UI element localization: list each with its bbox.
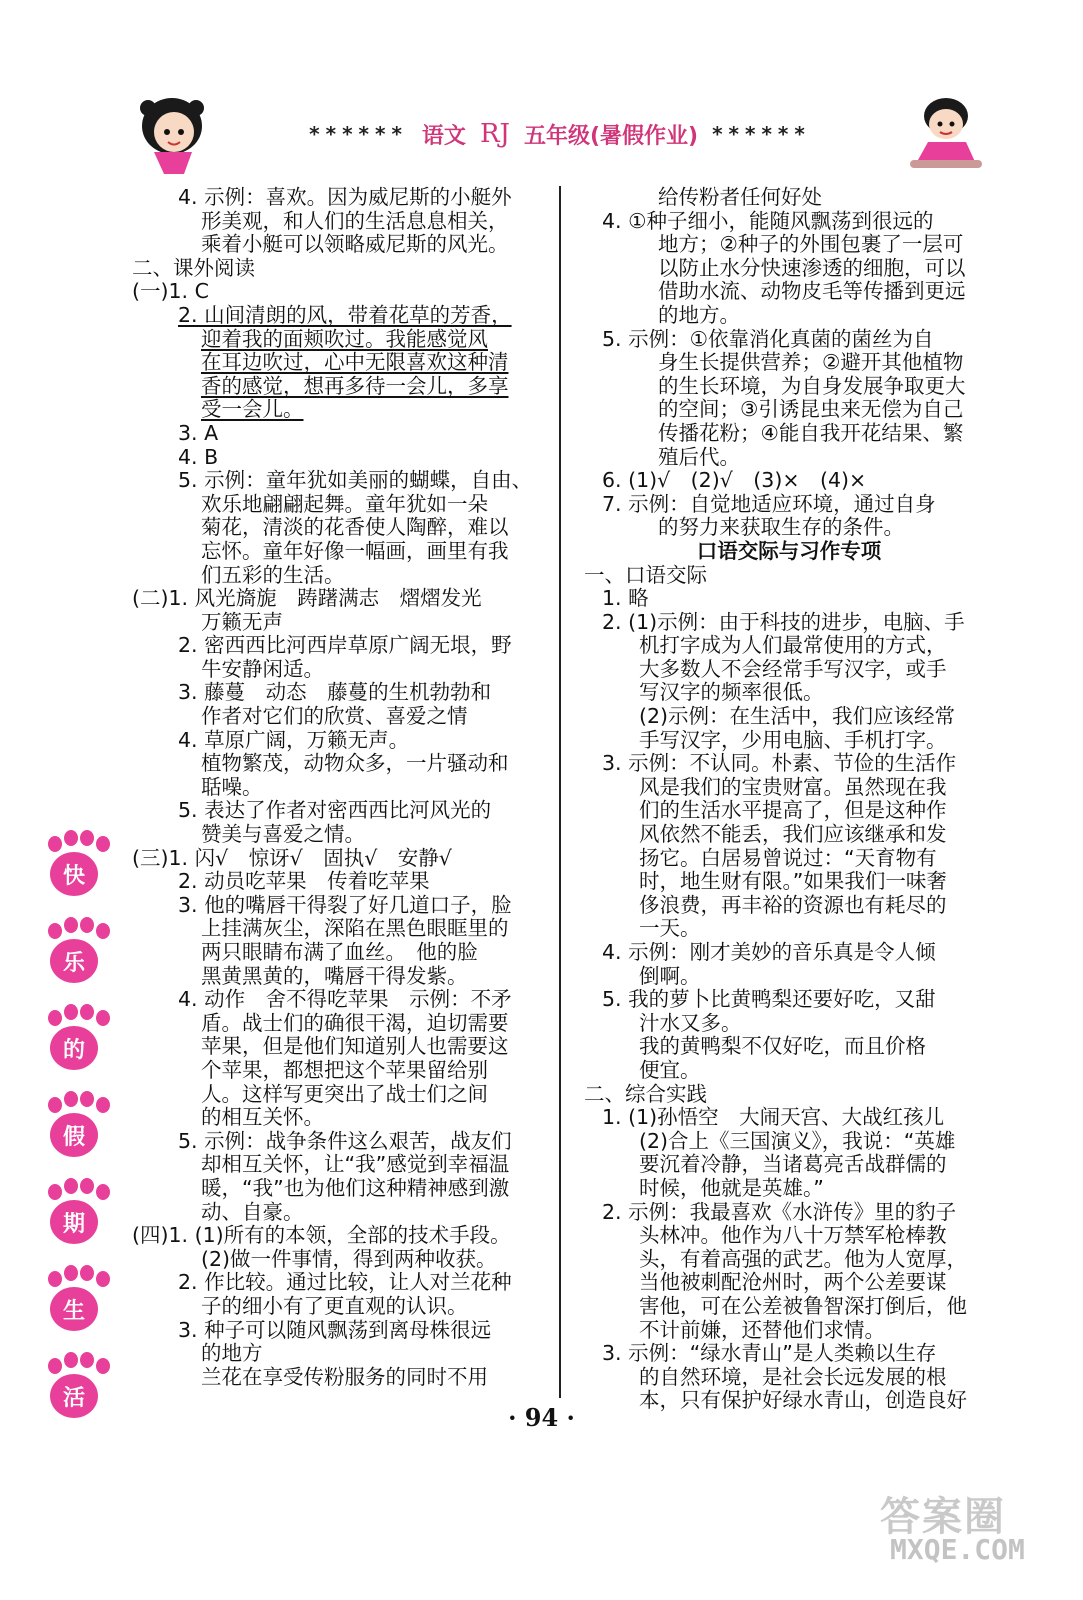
answer-line-text: (2)做一件事情，得到两种收获。: [201, 1246, 497, 1271]
answer-line: [132, 375, 548, 399]
answer-line: [584, 422, 994, 446]
paw-badge: [40, 1178, 110, 1258]
paw-toe-icon: [48, 923, 62, 939]
answer-line: [584, 375, 994, 399]
answer-line: [584, 210, 994, 234]
paw-toe-icon: [48, 1097, 62, 1113]
answer-line-text: 4. 示例：刚才美妙的音乐真是令人倾: [602, 940, 936, 964]
answer-line-text: 时，地生财有限。”如果我们一味奢: [639, 869, 947, 894]
answer-line: [132, 210, 548, 234]
answer-line-text: (一)1. C: [132, 279, 209, 304]
answer-line-text: 害他，可在公差被鲁智深打倒后，他: [639, 1293, 967, 1318]
answer-line-text: 赞美与喜爱之情。: [201, 822, 365, 847]
answer-line: [132, 988, 548, 1012]
answer-line: [584, 729, 994, 753]
answer-line: [584, 516, 994, 540]
answer-line-text: 子的细小有了更直观的认识。: [201, 1293, 468, 1318]
answer-line: [132, 799, 548, 823]
answer-line: [132, 729, 548, 753]
answer-line-text: (三)1. 闪√ 惊讶√ 固执√ 安静√: [132, 845, 452, 870]
paw-toe-icon: [80, 830, 94, 846]
answer-line: [132, 752, 548, 776]
answer-line: [584, 1201, 994, 1225]
paw-character: 生: [50, 1287, 98, 1331]
answer-line-text: 5. 我的萝卜比黄鸭梨还要好吃，又甜: [602, 987, 936, 1012]
answer-line-text: 们的生活水平提高了，但是这种作: [639, 798, 947, 823]
paw-toe-icon: [80, 1352, 94, 1368]
answer-line: [132, 611, 548, 635]
answer-line: [132, 965, 548, 989]
answer-line-text: 2. 作比较。通过比较，让人对兰花种: [178, 1270, 512, 1295]
answer-line: [132, 917, 548, 941]
answer-line-text: 却相互关怀，让“我”感觉到幸福温: [201, 1152, 510, 1177]
paw-character: 快: [50, 852, 98, 896]
answer-line: [584, 1035, 994, 1059]
answer-line: [132, 1177, 548, 1201]
answer-line-text: 1. 略: [602, 586, 649, 611]
left-answer-column: [132, 186, 548, 1389]
answer-line-text: 的地方: [201, 1341, 263, 1366]
answer-line: [584, 1130, 994, 1154]
paw-toe-icon: [96, 836, 110, 852]
answer-line-text: 万籁无声: [201, 609, 283, 634]
answer-line: [584, 469, 994, 493]
answer-line: [584, 328, 994, 352]
answer-line: [132, 776, 548, 800]
answer-line: [584, 280, 994, 304]
answer-line-text: 汁水又多。: [639, 1010, 742, 1035]
paw-character: 假: [50, 1113, 98, 1157]
answer-line: [584, 941, 994, 965]
answer-line: [132, 941, 548, 965]
answer-line: [132, 870, 548, 894]
paw-toe-icon: [64, 1178, 78, 1194]
answer-line: [132, 1059, 548, 1083]
answer-line-text: 机打字成为人们最常使用的方式，: [639, 633, 947, 658]
answer-line-text: 迎着我的面颊吹过。我能感觉风: [201, 326, 488, 351]
answer-line-text: 作者对它们的欣赏、喜爱之情: [201, 704, 468, 729]
answer-line: [584, 1012, 994, 1036]
answer-line-text: 聒噪。: [201, 774, 263, 799]
answer-line-text: 2. 山间清朗的风，带着花草的芳香，: [178, 302, 512, 327]
paw-toe-icon: [80, 1265, 94, 1281]
answer-line-text: 3. 藤蔓 动态 藤蔓的生机勃勃和: [178, 680, 492, 705]
answer-line-text: 2. 示例：我最喜欢《水浒传》里的豹子: [602, 1199, 957, 1224]
answer-line: [584, 681, 994, 705]
answer-line: [132, 351, 548, 375]
paw-toe-icon: [80, 1178, 94, 1194]
paw-badge: [40, 1004, 110, 1084]
answer-line-text: 牛安静闲适。: [201, 656, 324, 681]
answer-line-text: 1. (1)孙悟空 大闹天宫、大战红孩儿: [602, 1105, 945, 1130]
answer-line-text: 的相互关怀。: [201, 1105, 324, 1130]
answer-line: [132, 1012, 548, 1036]
paw-badge: [40, 917, 110, 997]
answer-line-text: 写汉字的频率很低。: [639, 680, 824, 705]
answer-line: [132, 587, 548, 611]
paw-character: 的: [50, 1026, 98, 1070]
answer-line: [584, 1271, 994, 1295]
answer-line-text: 的地方。: [658, 302, 740, 327]
answer-line-text: 5. 表达了作者对密西西比河风光的: [178, 798, 492, 823]
answer-line-text: 6. (1)√ (2)√ (3)× (4)×: [602, 468, 867, 493]
answer-line-text: 殖后代。: [658, 444, 740, 469]
answer-line: [584, 446, 994, 470]
answer-line-text: 乘着小艇可以领略威尼斯的风光。: [201, 232, 509, 257]
girl-cartoon-icon: [130, 90, 220, 180]
paw-toe-icon: [48, 836, 62, 852]
answer-line: [132, 681, 548, 705]
answer-line: [132, 446, 548, 470]
answer-line: [132, 564, 548, 588]
paw-toe-icon: [48, 1271, 62, 1287]
answer-line: [584, 540, 994, 564]
answer-line-text: 3. 种子可以随风飘荡到离母株很远: [178, 1317, 492, 1342]
answer-line: [132, 823, 548, 847]
paw-toe-icon: [48, 1358, 62, 1374]
paw-toe-icon: [64, 1352, 78, 1368]
answer-line: [584, 186, 994, 210]
answer-line: [584, 1295, 994, 1319]
answer-line: [132, 1271, 548, 1295]
answer-line-text: 两只眼睛布满了血丝。 他的脸: [201, 940, 478, 964]
answer-line-text: 身生长提供营养；②避开其他植物: [658, 350, 964, 375]
paw-toe-icon: [80, 1091, 94, 1107]
answer-line-text: 手写汉字，少用电脑、手机打字。: [639, 727, 947, 752]
header-subject: 语文: [421, 123, 466, 149]
answer-line: [584, 1319, 994, 1343]
paw-toe-icon: [48, 1010, 62, 1026]
answer-line-text: 倒啊。: [639, 963, 701, 988]
answer-line: [132, 422, 548, 446]
answer-line-text: 忘怀。童年好像一幅画，画里有我: [201, 538, 509, 563]
answer-line-text: 传播花粉；④能自我开花结果、繁: [658, 420, 964, 445]
paw-character: 期: [50, 1200, 98, 1244]
answer-line: [584, 351, 994, 375]
answer-line-text: 人。这样写更突出了战士们之间: [201, 1081, 488, 1106]
answer-line-text: 不计前嫌，还替他们求情。: [639, 1317, 885, 1342]
answer-line: [584, 870, 994, 894]
answer-line: [584, 1224, 994, 1248]
answer-line-text: 4. B: [178, 444, 219, 469]
answer-line: [584, 1153, 994, 1177]
answer-line-text: 头，有着高强的武艺。他为人宽厚，: [639, 1246, 967, 1271]
answer-line: [132, 257, 548, 281]
answer-line-text: 二、综合实践: [584, 1081, 707, 1106]
answer-line: [132, 1342, 548, 1366]
answer-line-text: 的生长环境，为自身发展争取更大: [658, 373, 966, 398]
answer-line: [584, 705, 994, 729]
paw-toe-icon: [96, 1358, 110, 1374]
watermark-chars: 答案圈: [880, 1494, 1006, 1540]
answer-line: [584, 1059, 994, 1083]
paw-toe-icon: [96, 923, 110, 939]
answer-line: [584, 398, 994, 422]
header-edition: RJ: [479, 119, 510, 149]
answer-line-text: 个苹果，都想把这个苹果留给别: [201, 1057, 488, 1082]
answer-line: [132, 1035, 548, 1059]
answer-line-text: 二、课外阅读: [132, 255, 255, 280]
answer-line: [584, 965, 994, 989]
answer-line-text: 地方；②种子的外围包裹了一层可: [658, 232, 964, 257]
answer-line-text: 借助水流、动物皮毛等传播到更远: [658, 279, 966, 304]
answer-line: [584, 823, 994, 847]
answer-line-text: 形美观，和人们的生活息息相关，: [201, 208, 509, 233]
answer-line-text: 口语交际与习作专项: [696, 538, 882, 563]
header-stars-left: ******: [309, 122, 408, 146]
answer-line-text: 7. 示例：自觉地适应环境，通过自身: [602, 491, 936, 516]
answer-line: [584, 1342, 994, 1366]
answer-line-text: 5. 示例：战争条件这么艰苦，战友们: [178, 1128, 512, 1153]
paw-toe-icon: [64, 1004, 78, 1020]
paw-toe-icon: [64, 1265, 78, 1281]
answer-line: [132, 493, 548, 517]
right-answer-column: [584, 186, 994, 1413]
answer-line: [584, 564, 994, 588]
answer-line: [132, 1106, 548, 1130]
answer-line: [584, 752, 994, 776]
watermark-text: MXQE.COM: [890, 1533, 1025, 1566]
answer-line: [132, 1248, 548, 1272]
paw-character: 活: [50, 1374, 98, 1418]
answer-line-text: 4. 动作 舍不得吃苹果 示例：不矛: [178, 987, 512, 1012]
answer-line-text: 2. (1)示例：由于科技的进步，电脑、手: [602, 609, 965, 634]
answer-line-text: (2)合上《三国演义》，我说：“英雄: [639, 1128, 956, 1153]
answer-line: [584, 799, 994, 823]
answer-line-text: 时候，他就是英雄。”: [639, 1175, 824, 1200]
answer-line: [584, 1083, 994, 1107]
answer-line: [132, 1201, 548, 1225]
answer-line-text: 动、自豪。: [201, 1199, 304, 1224]
answer-line-text: 以防止水分快速渗透的细胞，可以: [658, 255, 966, 280]
answer-line: [132, 847, 548, 871]
answer-line-text: 4. 草原广阔，万籁无声。: [178, 727, 410, 752]
paw-toe-icon: [80, 1004, 94, 1020]
header-stars-right: ******: [712, 122, 811, 146]
answer-line: [132, 186, 548, 210]
answer-line: [584, 776, 994, 800]
answer-line-text: 盾。战士们的确很干渴，迫切需要: [201, 1010, 509, 1035]
answer-line-text: 植物繁茂，动物众多，一片骚动和: [201, 751, 509, 776]
answer-line-text: 的空间；③引诱昆虫来无偿为自己: [658, 397, 964, 422]
header-grade: 五年级(暑假作业): [523, 123, 699, 149]
answer-line-text: 4. ①种子细小，能随风飘荡到很远的: [602, 208, 934, 233]
answer-line: [584, 233, 994, 257]
answer-line-text: 欢乐地翩翩起舞。童年犹如一朵: [201, 491, 488, 516]
answer-line-text: 当他被刺配沧州时，两个公差要谋: [639, 1270, 947, 1295]
answer-line: [132, 233, 548, 257]
answer-line: [132, 894, 548, 918]
paw-toe-icon: [64, 917, 78, 933]
answer-line-text: 一、口语交际: [584, 562, 707, 587]
answer-line: [132, 1083, 548, 1107]
answer-line: [132, 540, 548, 564]
answer-line: [132, 398, 548, 422]
answer-line: [584, 1248, 994, 1272]
answer-line: [584, 634, 994, 658]
answer-line-text: 香的感觉，想再多待一会儿，多享: [201, 373, 509, 398]
answer-line-text: 给传粉者任何好处: [658, 185, 822, 209]
answer-line: [132, 516, 548, 540]
answer-line-text: 本，只有保护好绿水青山，创造良好: [639, 1388, 967, 1413]
column-divider: [559, 186, 561, 1398]
answer-line-text: 菊花，清淡的花香使人陶醉，难以: [201, 515, 509, 540]
answer-line-text: 头林冲。他作为八十万禁军枪棒教: [639, 1223, 947, 1248]
paw-toe-icon: [64, 830, 78, 846]
page-header: [120, 90, 980, 185]
answer-line-text: 受一会儿。: [201, 397, 304, 422]
answer-line-text: 便宜。: [639, 1057, 701, 1082]
paw-toe-icon: [80, 917, 94, 933]
answer-line: [132, 1130, 548, 1154]
answer-line-text: 的努力来获取生存的条件。: [658, 515, 904, 540]
paw-toe-icon: [48, 1184, 62, 1200]
answer-line-text: 3. 示例：不认同。朴素、节俭的生活作: [602, 751, 957, 776]
answer-line-text: 一天。: [639, 916, 701, 941]
boy-cartoon-icon: [900, 90, 990, 180]
answer-line-text: 5. 示例：①依靠消化真菌的菌丝为自: [602, 326, 934, 351]
answer-line-text: 兰花在享受传粉服务的同时不用: [201, 1364, 488, 1389]
watermark: [880, 1485, 1070, 1585]
page-number: · 94 ·: [508, 1403, 575, 1432]
answer-line-text: 在耳边吹过，心中无限喜欢这种清: [201, 350, 509, 375]
answer-line: [584, 894, 994, 918]
answer-line: [132, 328, 548, 352]
answer-line-text: 苹果，但是他们知道别人也需要这: [201, 1034, 509, 1059]
answer-line: [584, 1366, 994, 1390]
paw-badge: [40, 830, 110, 910]
answer-line: [132, 304, 548, 328]
answer-line: [132, 469, 548, 493]
answer-line: [584, 1177, 994, 1201]
answer-line: [132, 705, 548, 729]
answer-line: [132, 658, 548, 682]
answer-line-text: 风依然不能丢，我们应该继承和发: [639, 822, 947, 847]
paw-toe-icon: [96, 1097, 110, 1113]
answer-line: [132, 634, 548, 658]
answer-line-text: 的自然环境，是社会长远发展的根: [639, 1364, 947, 1389]
answer-line-text: 2. 动员吃苹果 传着吃苹果: [178, 869, 430, 894]
answer-line-text: 大多数人不会经常手写汉字，或手: [639, 656, 947, 681]
side-banner: [40, 830, 120, 1439]
paw-toe-icon: [96, 1271, 110, 1287]
answer-line: [584, 493, 994, 517]
paw-toe-icon: [96, 1010, 110, 1026]
answer-line: [584, 611, 994, 635]
answer-line: [132, 1224, 548, 1248]
answer-line: [584, 257, 994, 281]
answer-line: [132, 280, 548, 304]
paw-character: 乐: [50, 939, 98, 983]
answer-line-text: 要沉着冷静，当诸葛亮舌战群儒的: [639, 1152, 947, 1177]
answer-line: [584, 304, 994, 328]
paw-badge: [40, 1091, 110, 1171]
answer-line-text: 4. 示例：喜欢。因为威尼斯的小艇外: [178, 185, 512, 209]
answer-line-text: (四)1. (1)所有的本领，全部的技术手段。: [132, 1223, 511, 1248]
answer-line-text: (二)1. 风光旖旎 踌躇满志 熠熠发光: [132, 586, 482, 611]
answer-line-text: 侈浪费，再丰裕的资源也有耗尽的: [639, 892, 947, 917]
answer-line-text: 风是我们的宝贵财富。虽然现在我: [639, 774, 947, 799]
answer-line: [132, 1366, 548, 1390]
answer-line-text: 3. 示例：“绿水青山”是人类赖以生存: [602, 1341, 937, 1366]
paw-toe-icon: [96, 1184, 110, 1200]
answer-line: [584, 988, 994, 1012]
answer-line-text: 扬它。白居易曾说过：“天育物有: [639, 845, 937, 870]
answer-line: [584, 587, 994, 611]
answer-line: [584, 1106, 994, 1130]
answer-line-text: (2)示例：在生活中，我们应该经常: [639, 704, 956, 729]
answer-line: [132, 1153, 548, 1177]
answer-line-text: 3. 他的嘴唇干得裂了好几道口子，脸: [178, 892, 512, 917]
answer-line: [584, 847, 994, 871]
answer-line-text: 5. 示例：童年犹如美丽的蝴蝶，自由、: [178, 468, 533, 493]
answer-line-text: 暖，“我”也为他们这种精神感到激: [201, 1175, 510, 1200]
answer-line: [584, 917, 994, 941]
header-title: [215, 118, 905, 150]
answer-line: [584, 658, 994, 682]
answer-line-text: 3. A: [178, 420, 219, 445]
answer-line-text: 上挂满灰尘，深陷在黑色眼眶里的: [201, 916, 509, 941]
paw-badge: [40, 1265, 110, 1345]
answer-line-text: 我的黄鸭梨不仅好吃，而且价格: [639, 1034, 926, 1059]
answer-line-text: 2. 密西西比河西岸草原广阔无垠，野: [178, 633, 512, 658]
paw-toe-icon: [64, 1091, 78, 1107]
answer-line: [132, 1295, 548, 1319]
answer-line: [132, 1319, 548, 1343]
answer-line-text: 黑黄黑黄的，嘴唇干得发紫。: [201, 963, 468, 988]
answer-line-text: 们五彩的生活。: [201, 562, 345, 587]
